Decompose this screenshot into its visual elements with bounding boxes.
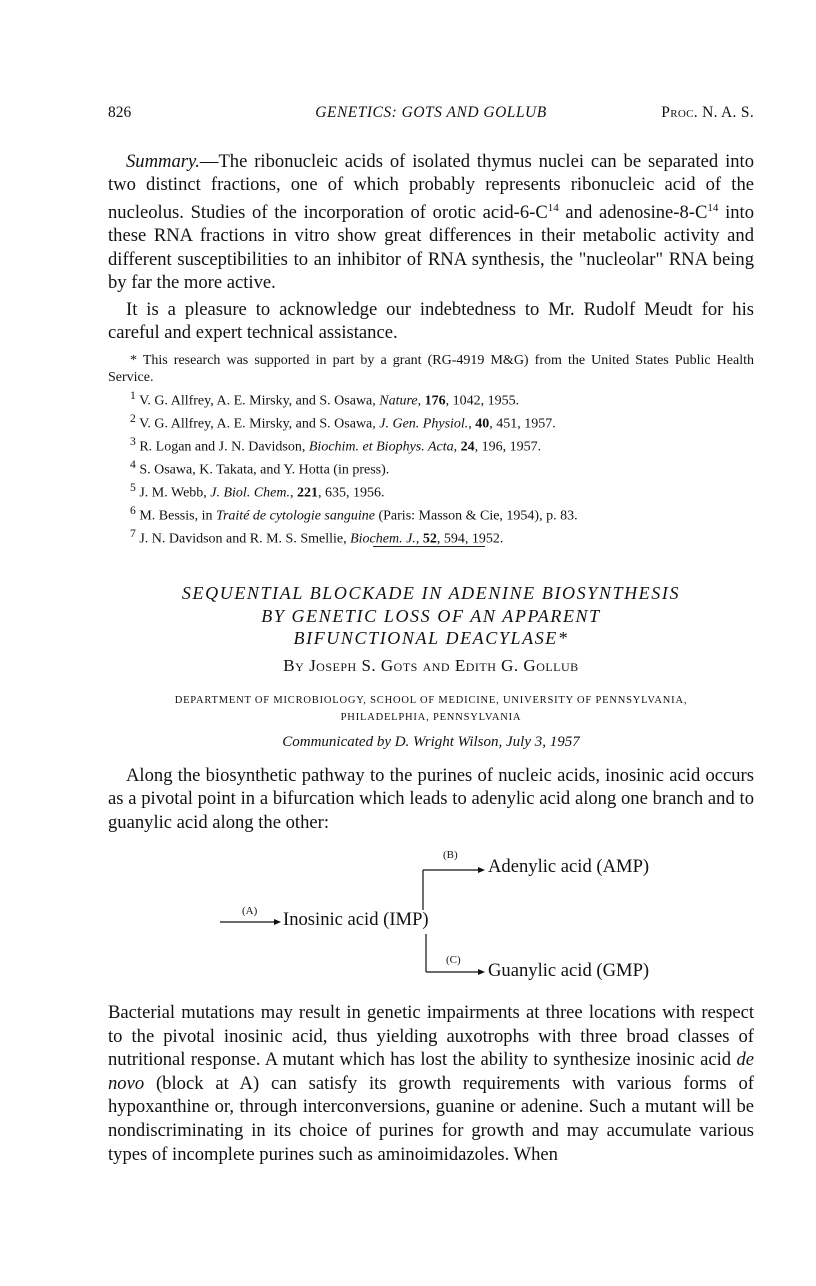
footnote-sep: , — [290, 485, 297, 501]
footnote-2 — [108, 410, 754, 433]
footnote-pages: , 451, 1957. — [489, 416, 556, 432]
footnote-journal: Biochim. et Biophys. Acta — [308, 439, 454, 455]
footnote-mark: 7 — [130, 527, 136, 541]
arrow-a-head — [274, 919, 281, 925]
affiliation-line: PHILADELPHIA, PENNSYLVANIA — [340, 712, 522, 723]
footnote-mark: 6 — [130, 504, 136, 518]
footnote-authors: J. M. Webb, — [135, 485, 211, 501]
footnote-volume: 176 — [424, 393, 446, 409]
author-name: Joseph S. Gots — [309, 656, 418, 675]
footnote-4 — [108, 456, 754, 479]
summary-lead: Summary. — [126, 151, 200, 172]
paragraph-text: (block at A) can satisfy its growth requirements with various forms of hypoxanthine or, through interconversions, guanine or adenine. Such a mutant will be nondiscriminating in its choice of purines for growth and may accumulate various types of incomplete purines such as aminoimidazoles. When — [108, 1072, 754, 1165]
footnote-journal: J. Biol. Chem. — [210, 485, 290, 501]
title-line: SEQUENTIAL BLOCKADE IN ADENINE BIOSYNTHESIS — [181, 583, 681, 603]
footnote-mark: * — [130, 353, 137, 368]
title-line: BY GENETIC LOSS OF AN APPARENT — [261, 605, 601, 626]
footnote-authors: M. Bessis, in — [135, 508, 216, 524]
label-b: (B) — [443, 849, 458, 861]
footnote-volume: 24 — [460, 439, 475, 455]
summary-paragraph — [108, 150, 754, 295]
intro-paragraph: Along the biosynthetic pathway to the purines of nucleic acids, inosinic acid occurs as a pivotal point in a bifurcation which leads to adenylic acid along one branch and to guanylic acid along the other: — [108, 765, 754, 833]
acknowledgment-paragraph: It is a pleasure to acknowledge our indebtedness to Mr. Rudolf Meudt for his careful and expert technical assistance. — [108, 299, 754, 344]
footnote-authors: V. G. Allfrey, A. E. Mirsky, and S. Osawa, — [135, 393, 380, 409]
footnote-authors: V. G. Allfrey, A. E. Mirsky, and S. Osawa, — [135, 416, 380, 432]
footnote-5 — [108, 479, 754, 502]
footnote-text: S. Osawa, K. Takata, and Y. Hotta (in press). — [135, 462, 390, 478]
arrow-b-head — [478, 867, 485, 873]
summary-mid: and adenosine-8-C — [558, 202, 708, 223]
title-line: BIFUNCTIONAL DEACYLASE* — [293, 628, 569, 649]
page-number: 826 — [108, 104, 132, 121]
footnote-mark: 4 — [130, 458, 136, 471]
affiliation-line: DEPARTMENT OF MICROBIOLOGY, SCHOOL OF MEDICINE, UNIVERSITY OF PENNSYLVANIA, — [174, 695, 688, 706]
footnote-sep: , — [453, 439, 461, 455]
affiliation — [108, 692, 754, 726]
footnote-pages: , 1042, 1955. — [445, 393, 520, 409]
by-label: By — [283, 656, 305, 675]
running-title: GENETICS: GOTS AND GOLLUB — [315, 104, 547, 121]
section-divider — [373, 546, 485, 547]
footnote-journal: Biochem. J. — [350, 531, 416, 547]
footnote-pages: , 594, 1952. — [436, 531, 504, 547]
footnote-sep: , — [417, 393, 425, 409]
footnote-volume: 221 — [297, 485, 318, 501]
arrow-c-head — [478, 969, 485, 975]
footnote-authors: J. N. Davidson and R. M. S. Smellie, — [135, 531, 351, 547]
gmp-label: Guanylic acid (GMP) — [488, 960, 650, 981]
footnote-7 — [108, 525, 754, 548]
footnote-mark: 2 — [130, 411, 136, 425]
footnote-mark: 3 — [130, 434, 136, 448]
footnote-sep: , — [468, 416, 476, 432]
communicated-line: Communicated by D. Wright Wilson, July 3, 1957 — [282, 734, 580, 750]
footnote-star — [108, 352, 754, 387]
footnote-3 — [108, 433, 754, 456]
footnote-sep: , — [415, 531, 423, 547]
label-c: (C) — [446, 954, 461, 966]
and-label: and — [422, 656, 451, 675]
footnote-6 — [108, 502, 754, 525]
summary-end: into these RNA fractions in vitro show great differences in their metabolic activity and different susceptibilities to an inhibitor of RNA synthesis, the "nucleolar" RNA being by far the more active. — [108, 202, 754, 294]
amp-label: Adenylic acid (AMP) — [488, 856, 650, 877]
summary-sup-1: 14 — [547, 201, 559, 214]
footnote-journal: Traité de cytologie sanguine — [215, 508, 375, 524]
running-header — [108, 104, 754, 128]
footnote-journal: J. Gen. Physiol. — [379, 416, 469, 432]
article-title — [108, 582, 754, 650]
footnote-text: This research was supported in part by a grant (RG-4919 M&G) from the United States Public Health Service. — [108, 353, 754, 386]
paragraph-italic: de novo — [108, 1049, 754, 1094]
author-name: Edith G. Gollub — [454, 656, 579, 675]
summary-text: —The ribonucleic acids of isolated thymus nuclei can be separated into two distinct fractions, one of which probably represents ribonucleic acid of the nucleolus. Studies of the incorporation of orotic acid-6-C — [108, 151, 754, 223]
paragraph-text: Bacterial mutations may result in genetic impairments at three locations with respect to the pivotal inosinic acid, thus yielding auxotrophs with three broad classes of nutritional response. A mutant which has lost the ability to synthesize inosinic acid — [108, 1002, 754, 1071]
footnote-authors: R. Logan and J. N. Davidson, — [135, 439, 309, 455]
footnote-1 — [108, 387, 754, 410]
footnote-volume: 52 — [422, 531, 437, 547]
footnote-mark: 1 — [130, 388, 136, 402]
label-a: (A) — [242, 905, 258, 917]
journal-name: Proc. N. A. S. — [661, 104, 754, 121]
footnote-pages: , 635, 1956. — [318, 485, 385, 501]
pathway-diagram — [220, 842, 680, 982]
mutation-paragraph — [108, 1001, 754, 1166]
footnote-pages: (Paris: Masson & Cie, 1954), p. 83. — [374, 508, 578, 524]
footnote-mark: 5 — [130, 481, 136, 495]
imp-label: Inosinic acid (IMP) — [283, 909, 429, 930]
footnotes — [108, 352, 754, 548]
footnote-volume: 40 — [475, 416, 490, 432]
footnote-journal: Nature — [379, 393, 418, 409]
summary-sup-2: 14 — [707, 201, 719, 214]
footnote-pages: , 196, 1957. — [474, 439, 542, 455]
author-line — [108, 656, 754, 676]
